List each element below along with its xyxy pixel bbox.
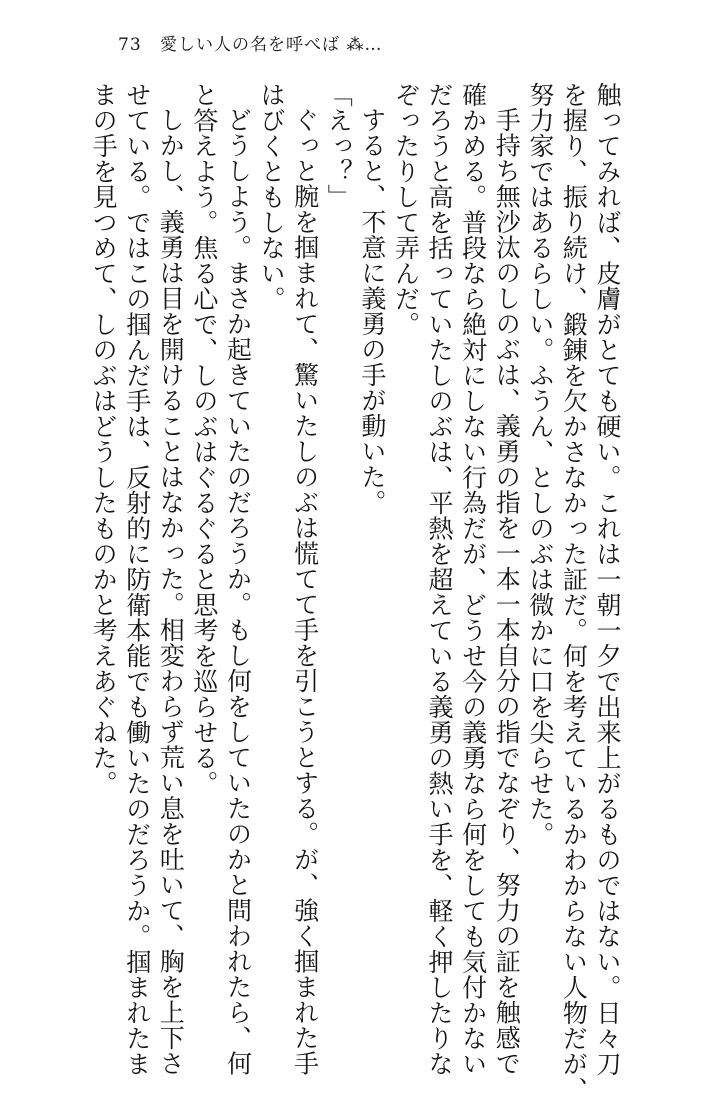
text-line: すると、不意に義勇の手が動いた。 [357, 107, 387, 515]
text-line: と答えよう。焦る心で、しのぶはぐるぐると思考を巡らせる。 [189, 82, 219, 796]
vertical-body-text [87, 82, 625, 1102]
text-line: しかし、義勇は目を開けることはなかった。相変わらず荒い息を吐いて、胸を上下さ [156, 107, 186, 1076]
text-line: はびくともしない。 [257, 82, 287, 312]
page-number: 73 [118, 35, 142, 55]
text-line: 手持ち無沙汰のしのぶは、義勇の指を一本一本自分の指でなぞり、努力の証を触感で [492, 107, 522, 1076]
text-line: せている。ではこの掴んだ手は、反射的に防衛本能でも働いたのだろうか。掴まれたま [122, 82, 152, 1077]
text-line: 確かめる。普段なら絶対にしない行為だが、どうせ今の義勇なら何をしても気付かない [458, 82, 488, 1077]
text-line: を握り、振り続け、鍛錬を欠かさなかった証だ。何を考えているかわからない人物だが、 [559, 82, 589, 1102]
text-line: 努力家ではあるらしい。ふうん、としのぶは微かに口を尖らせた。 [525, 82, 555, 847]
text-line: まの手を見つめて、しのぶはどうしたものかと考えあぐねた。 [89, 82, 119, 796]
text-line: ぐっと腕を掴まれて、驚いたしのぶは慌てて手を引こうとする。が、強く掴まれた手 [290, 107, 320, 1076]
text-line: ぞったりして弄んだ。 [391, 82, 421, 337]
running-title: 愛しい人の名を呼べば [160, 35, 341, 55]
ornament-icon: ⁂… [346, 35, 383, 55]
text-line: どうしよう。まさか起きていたのだろうか。もし何をしていたのかと問われたら、何 [223, 107, 253, 1076]
text-line: 触ってみれば、皮膚がとても硬い。これは一朝一夕で出来上がるものではない。日々刀 [593, 82, 622, 1077]
running-header [118, 30, 382, 55]
text-line: 「えっ？」 [324, 82, 354, 210]
text-line: だろうと高を括っていたしのぶは、平熱を超えている義勇の熱い手を、軽く押したりな [425, 82, 455, 1077]
